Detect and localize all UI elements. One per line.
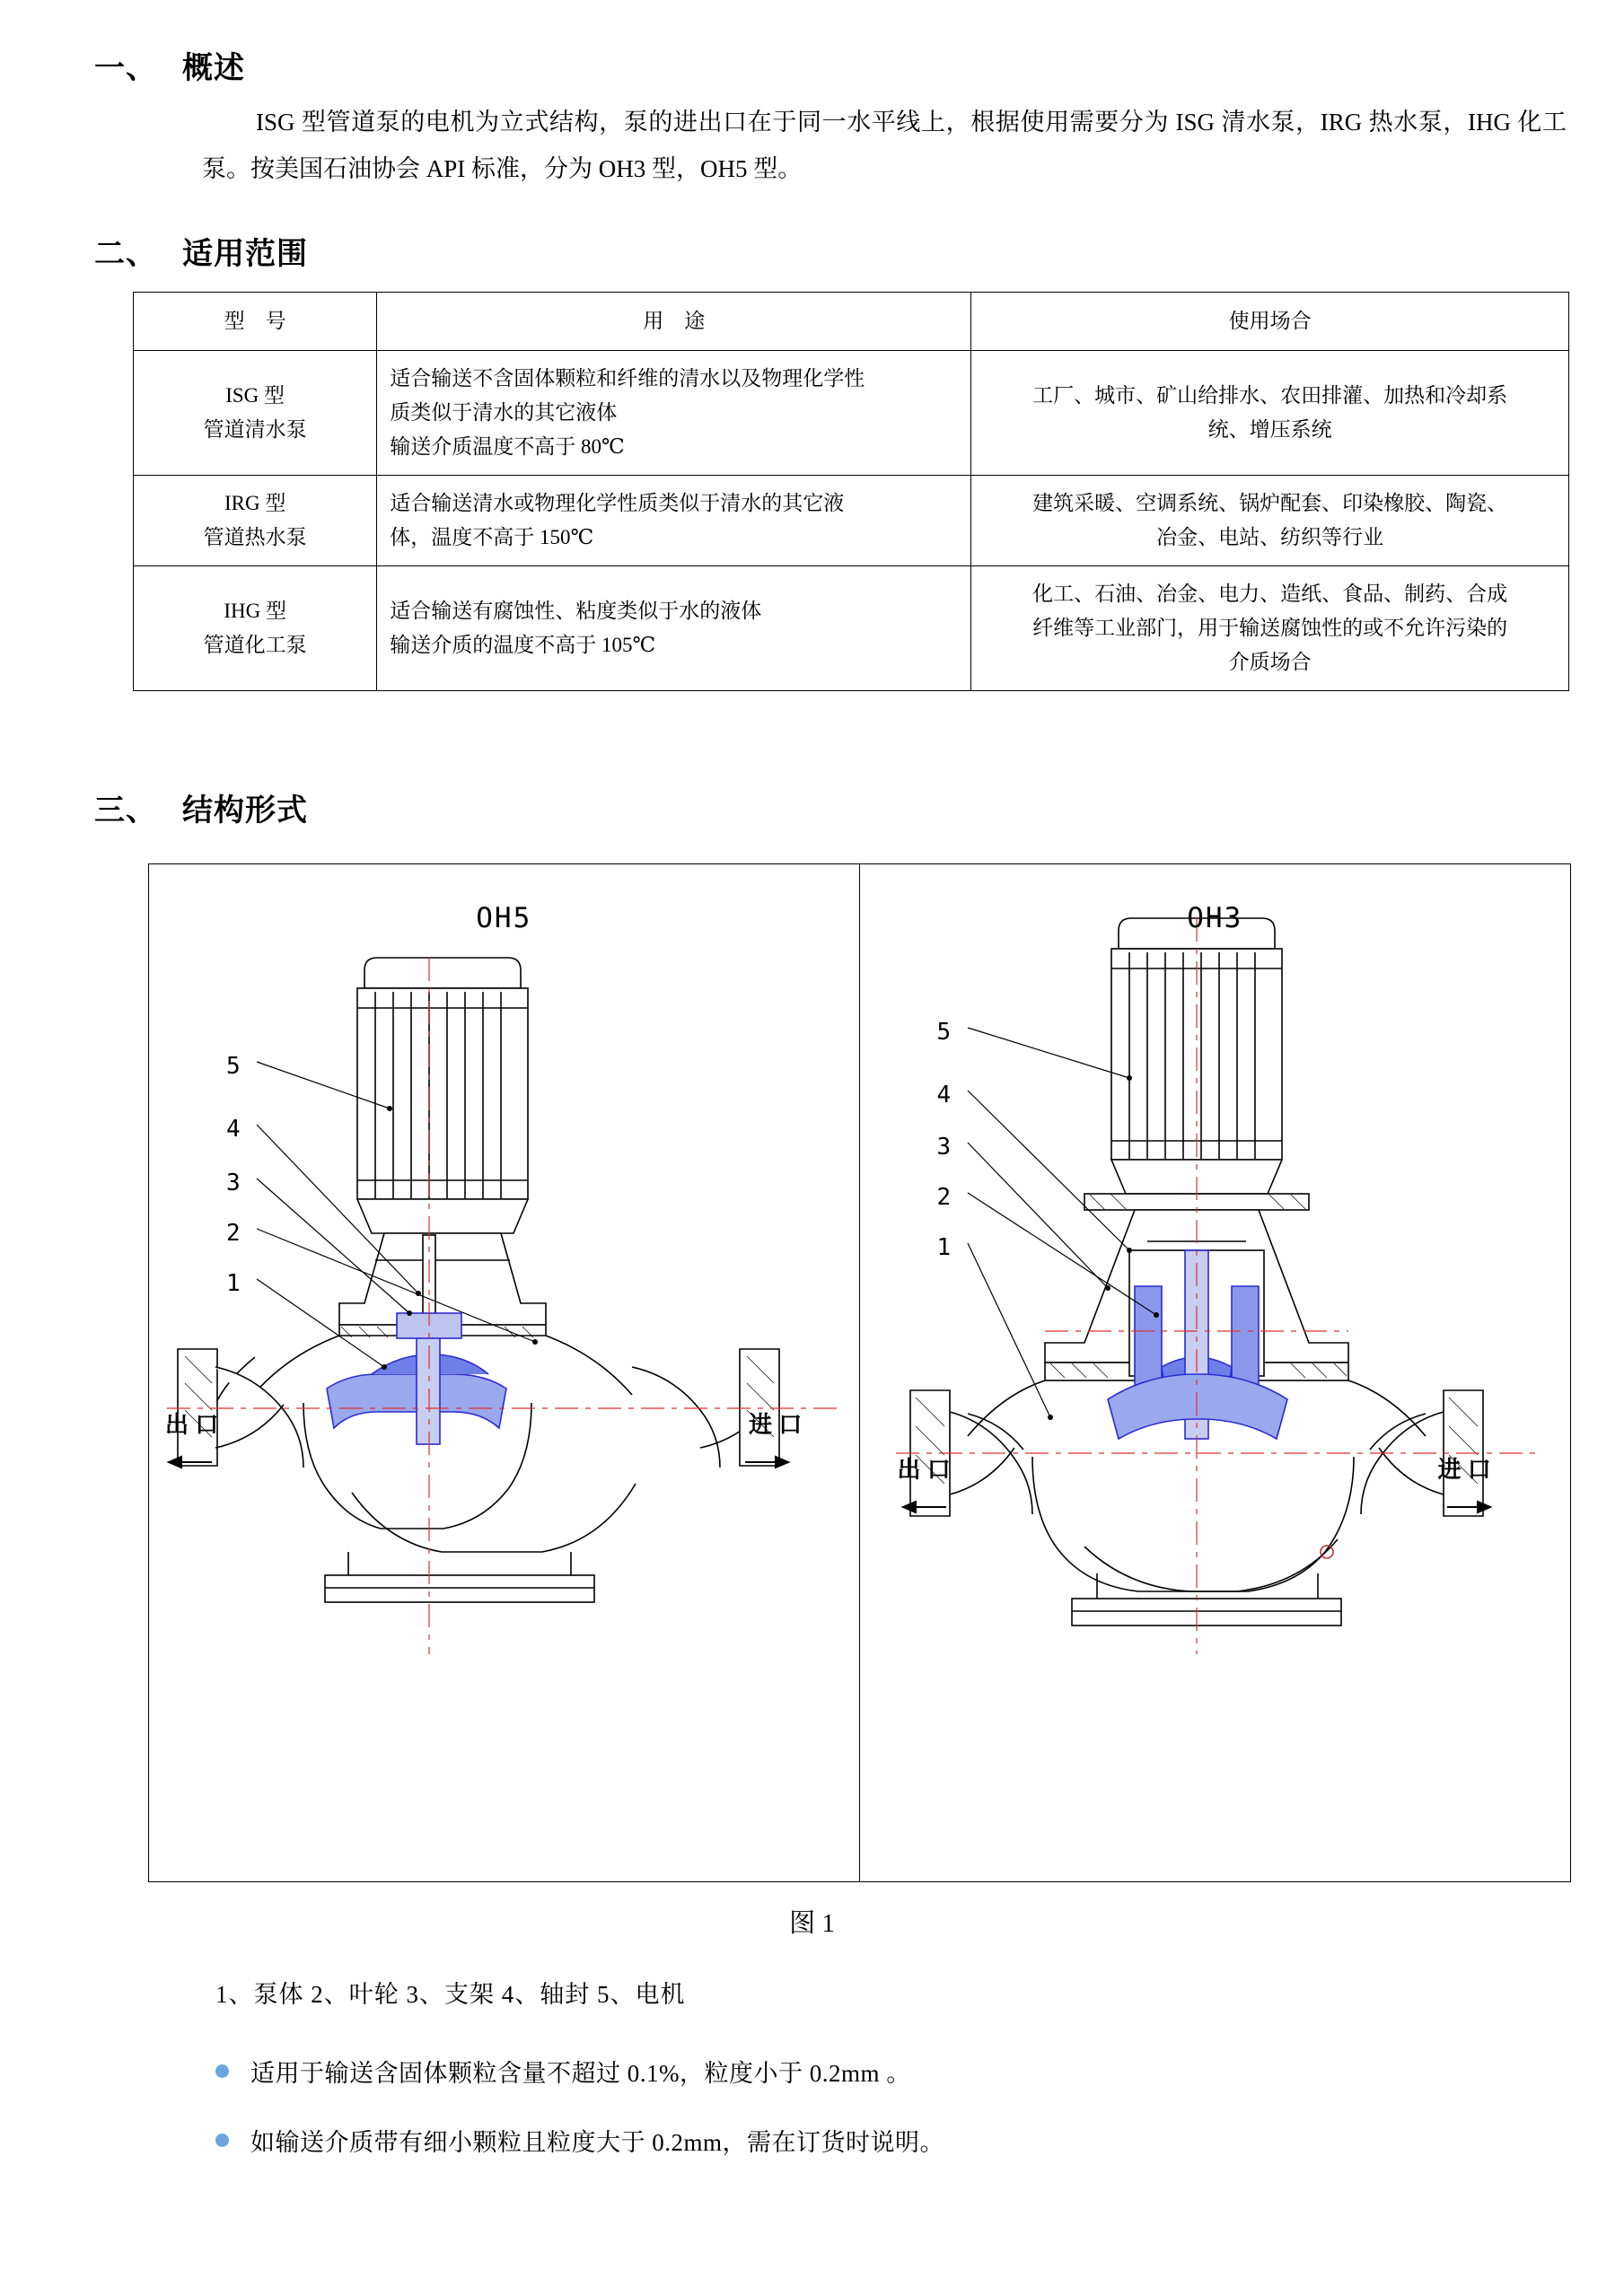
list-item (215, 2123, 944, 2158)
section-heading-overview (94, 43, 245, 87)
use-line-2: 输送介质的温度不高于 105℃ (390, 634, 656, 656)
scene-line-3: 介质场合 (1228, 651, 1312, 673)
inlet-label: 进 口 (749, 1411, 803, 1438)
table-header-row (134, 293, 1569, 351)
cell-use (377, 476, 971, 566)
model-line-1: IHG 型 (224, 600, 286, 622)
parts-list: 1、泵体 2、叶轮 3、支架 4、轴封 5、电机 (215, 1981, 686, 2008)
callout-5: 5 (226, 1053, 241, 1080)
callout-2: 2 (226, 1220, 241, 1247)
model-line-2: 管道热水泵 (203, 526, 307, 548)
section-heading-scope (94, 229, 308, 273)
figure-label-oh5: OH5 (476, 902, 532, 934)
model-line-2: 管道清水泵 (203, 418, 307, 441)
figure-half-oh5 (149, 864, 860, 1881)
cell-use (377, 351, 971, 476)
header-model: 型 号 (134, 293, 377, 351)
section-title: 结构形式 (182, 793, 308, 828)
callout-1: 1 (936, 1234, 952, 1261)
model-line-2: 管道化工泵 (203, 634, 307, 656)
use-line-2: 质类似于清水的其它液体 (390, 401, 618, 424)
section-number: 二、 (94, 237, 157, 271)
applicable-range-table (133, 292, 1569, 691)
callout-3: 3 (936, 1134, 952, 1161)
use-line-2: 体，温度不高于 150℃ (390, 526, 594, 548)
list-item (215, 2054, 944, 2089)
pump-drawing-oh5 (149, 864, 859, 1881)
notes-list (215, 2054, 944, 2192)
figure-caption: 图 1 (789, 1909, 835, 1938)
scene-line-1: 化工、石油、冶金、电力、造纸、食品、制药、合成 (1032, 583, 1508, 605)
cell-model (134, 476, 377, 566)
cell-model (134, 351, 377, 476)
overview-text: ISG 型管道泵的电机为立式结构，泵的进出口在于同一水平线上，根据使用需要分为 ISG 清水泵，IRG 热水泵，IHG 化工泵。按美国石油协会 API 标准，分为 OH3 型，OH5 型。 (202, 109, 1567, 182)
note-text: 如输送介质带有细小颗粒且粒度大于 0.2mm，需在订货时说明。 (250, 2129, 945, 2156)
inlet-label: 进 口 (1437, 1456, 1491, 1483)
model-line-1: ISG 型 (225, 384, 285, 407)
use-line-1: 适合输送有腐蚀性、粘度类似于水的液体 (390, 600, 762, 622)
cell-scene (971, 351, 1569, 476)
use-line-1: 适合输送不含固体颗粒和纤维的清水以及物理化学性 (390, 367, 865, 390)
note-text: 适用于输送含固体颗粒含量不超过 0.1%，粒度小于 0.2mm 。 (250, 2060, 911, 2087)
model-line-1: IRG 型 (224, 492, 286, 514)
table-row (134, 351, 1569, 476)
callout-4: 4 (226, 1116, 241, 1143)
scene-line-2: 冶金、电站、纺织等行业 (1156, 526, 1384, 548)
callout-3: 3 (226, 1170, 241, 1196)
table-row (134, 476, 1569, 566)
cell-model (134, 566, 377, 691)
section-heading-structure (94, 785, 308, 829)
pump-drawing-oh3 (860, 864, 1570, 1881)
outlet-label: 出 口 (165, 1411, 219, 1438)
scene-line-1: 工厂、城市、矿山给排水、农田排灌、加热和冷却系 (1032, 384, 1508, 407)
cell-use (377, 566, 971, 691)
bullet-dot-icon (215, 2134, 229, 2147)
use-line-3: 输送介质温度不高于 80℃ (390, 435, 625, 458)
callout-2: 2 (936, 1184, 952, 1211)
bullet-dot-icon (215, 2064, 229, 2078)
callout-4: 4 (936, 1082, 952, 1109)
section-number: 一、 (94, 51, 157, 85)
header-use: 用 途 (377, 293, 971, 351)
section-number: 三、 (94, 793, 157, 828)
use-line-1: 适合输送清水或物理化学性质类似于清水的其它液 (390, 492, 845, 514)
callout-5: 5 (936, 1019, 952, 1046)
figure-label-oh3: OH3 (1187, 902, 1243, 934)
cell-scene (971, 566, 1569, 691)
scene-line-1: 建筑采暖、空调系统、锅炉配套、印染橡胶、陶瓷、 (1032, 492, 1508, 514)
table-row (134, 566, 1569, 691)
scene-line-2: 统、增压系统 (1207, 418, 1332, 441)
outlet-label: 出 口 (897, 1456, 951, 1483)
section-title: 适用范围 (182, 237, 308, 271)
header-scene: 使用场合 (971, 293, 1569, 351)
overview-paragraph (202, 99, 1567, 192)
figure-half-oh3 (860, 864, 1571, 1881)
applicable-range-table-wrapper (133, 292, 1569, 691)
structure-figure (148, 863, 1571, 1882)
callout-1: 1 (226, 1270, 241, 1297)
cell-scene (971, 476, 1569, 566)
section-title: 概述 (182, 51, 245, 85)
scene-line-2: 纤维等工业部门，用于输送腐蚀性的或不允许污染的 (1032, 617, 1508, 639)
